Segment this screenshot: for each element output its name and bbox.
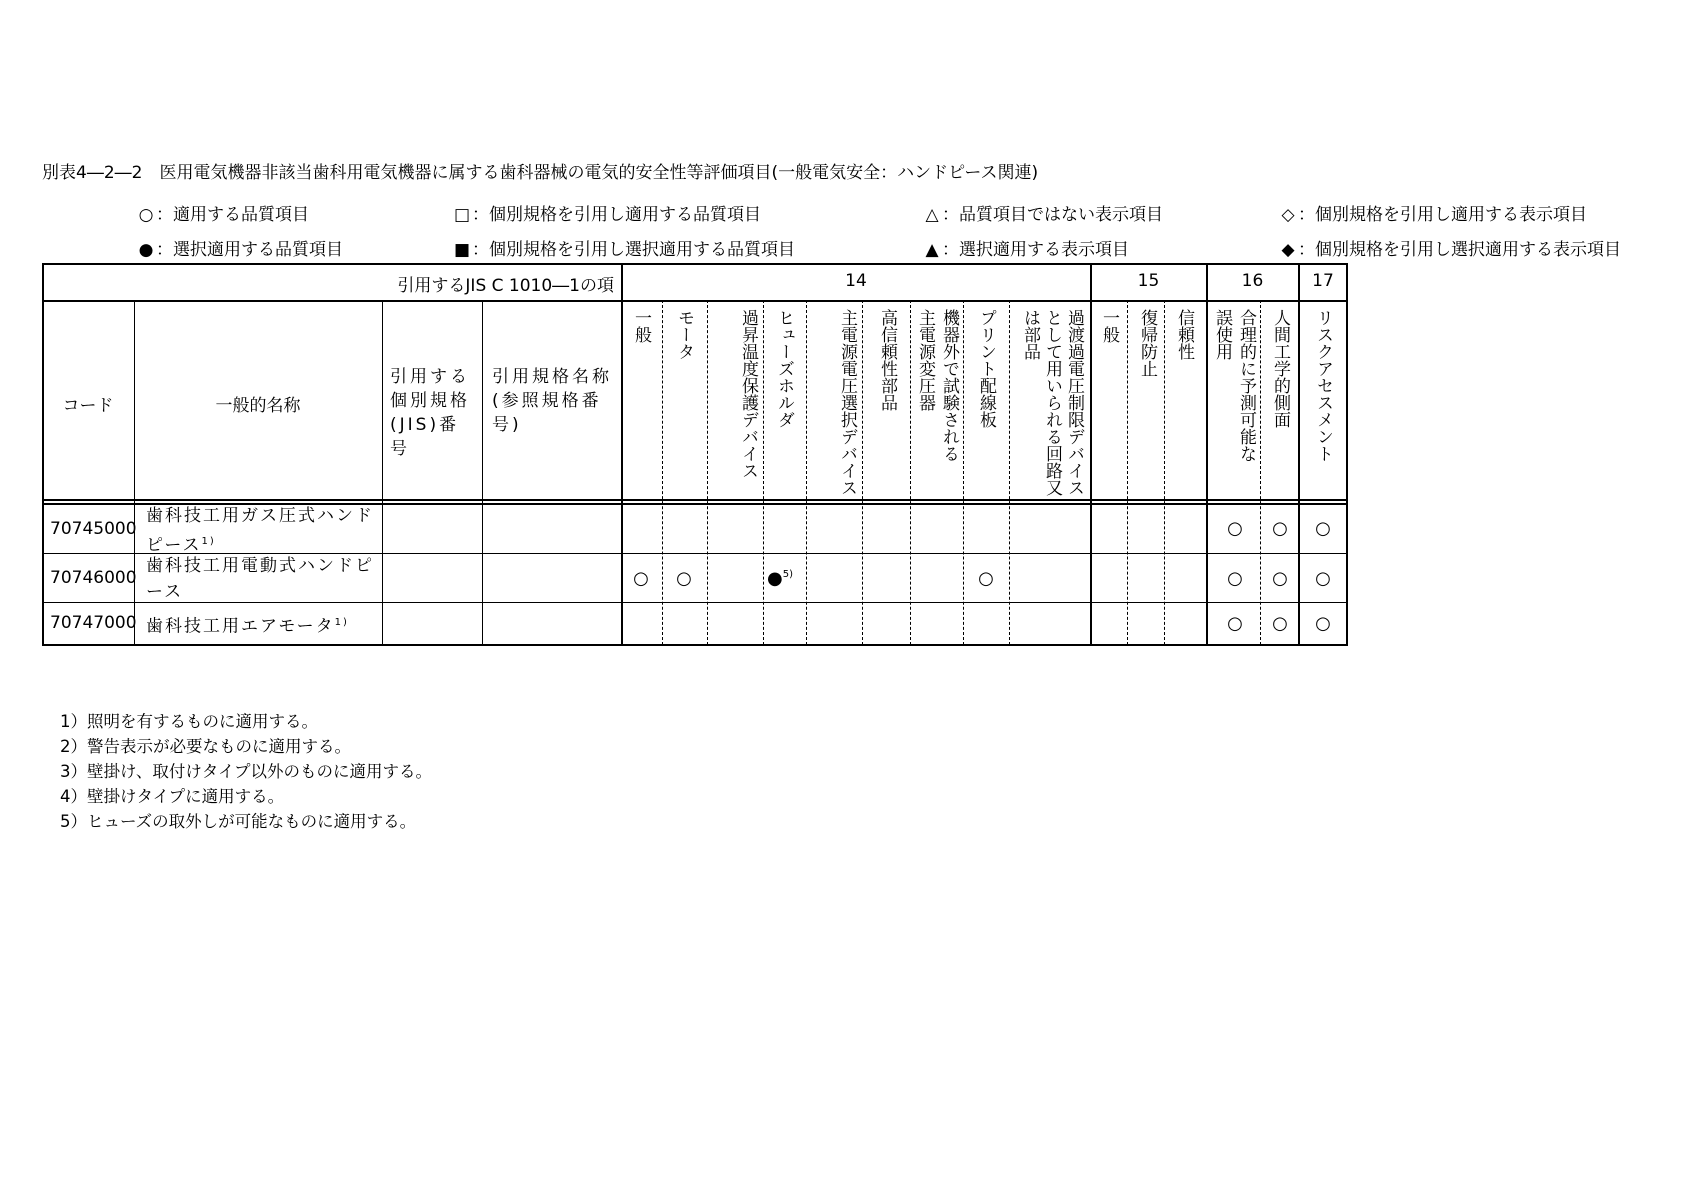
column-header-standard: 引用規格名称(参照規格番号) (492, 367, 612, 435)
mark-circle: ○ (1272, 613, 1288, 634)
footnote-ref: 1) (334, 617, 349, 628)
mark-circle: ○ (1272, 518, 1288, 539)
subcolumn-header: 高信頼性部品 (877, 309, 897, 411)
subcolumn-header: ヒューズホルダ (774, 309, 794, 428)
subcolumn-header: 一般 (1099, 309, 1119, 343)
circle-open-icon: ○ (138, 205, 154, 225)
subcolumn-header: 主電源変圧器 (915, 309, 935, 411)
subcolumn-header: 合理的に予測可能な (1236, 309, 1256, 462)
footnote: 1）照明を有するものに適用する。 (60, 712, 318, 731)
subcolumn-header: 人間工学的側面 (1270, 309, 1290, 428)
mark-circle: ○ (978, 568, 994, 589)
mark-circle: ○ (1227, 613, 1243, 634)
column-header-name: 一般的名称 (215, 396, 301, 416)
triangle-filled-icon: ▲ (925, 240, 939, 260)
legend-item: ▲ ：選択適用する表示項目 (922, 235, 1129, 260)
row-name: 歯科技工用電動式ハンドピース (146, 556, 374, 602)
subcolumn-header: 信頼性 (1174, 309, 1194, 360)
triangle-open-icon: △ (925, 205, 939, 225)
subcolumn-header: 一般 (631, 309, 651, 343)
evaluation-table (42, 263, 1348, 645)
group-header-15: 15 (1137, 271, 1160, 291)
group-header-14: 14 (845, 271, 867, 291)
diamond-open-icon: ◇ (1281, 205, 1295, 225)
subcolumn-header: リスクアセスメント (1313, 309, 1333, 462)
square-open-icon: □ (453, 205, 471, 225)
footnote: 3）壁掛け、取付けタイプ以外のものに適用する。 (60, 762, 433, 781)
subcolumn-header: 主電源電圧選択デバイス (837, 309, 857, 496)
row-name: 歯科技工用ガス圧式ハンドピース$^{1)}$ (146, 506, 374, 556)
mark-circle: ○ (1315, 518, 1331, 539)
footnote-ref: 1) (201, 536, 216, 547)
subcolumn-header: 復帰防止 (1137, 309, 1157, 377)
group-header-16: 16 (1241, 271, 1264, 291)
mark-circle: ○ (1315, 613, 1331, 634)
mark-filled-circle: ●$^{5)}$ (767, 568, 793, 589)
group-header-17: 17 (1312, 271, 1334, 291)
column-header-jis: 引用する個別規格(JIS)番号 (390, 367, 470, 459)
legend-item: ◇ ：個別規格を引用し適用する表示項目 (1278, 200, 1587, 225)
row-code: 70745000 (50, 519, 137, 539)
subcolumn-header: 誤使用 (1212, 309, 1232, 360)
reference-header: 引用するJIS C 1010―1の項 (397, 276, 614, 296)
mark-circle: ○ (1315, 568, 1331, 589)
mark-circle: ○ (1272, 568, 1288, 589)
column-header-code: コード (62, 396, 114, 416)
row-code: 70746000 (50, 568, 137, 588)
legend-item: ● ：選択適用する品質項目 (136, 235, 343, 260)
legend-item: ○ ：適用する品質項目 (136, 200, 309, 225)
legend-item: △ ：品質項目ではない表示項目 (922, 200, 1163, 225)
row-code: 70747000 (50, 613, 137, 633)
document-title: 別表4―2―2 医用電気機器非該当歯科用電気機器に属する歯科器械の電気的安全性等評価項目(一般電気安全：ハンドピース関連) (42, 163, 1039, 183)
legend-item: □ ：個別規格を引用し適用する品質項目 (453, 205, 761, 225)
subcolumn-header: 過渡過電圧制限デバイスとして用いられる回路又は部品 (1020, 309, 1084, 496)
diamond-filled-icon: ◆ (1281, 240, 1295, 260)
subcolumn-header: 機器外で試験される (939, 309, 959, 462)
legend-item: ◆ ：個別規格を引用し選択適用する表示項目 (1278, 235, 1621, 260)
footnote: 2）警告表示が必要なものに適用する。 (60, 737, 351, 756)
subcolumn-header: プリント配線板 (976, 309, 996, 428)
circle-filled-icon: ● (138, 240, 154, 260)
mark-circle: ○ (1227, 568, 1243, 589)
row-name: 歯科技工用エアモータ$^{1)}$ (146, 616, 349, 637)
legend-item: ■ ：個別規格を引用し選択適用する品質項目 (453, 240, 795, 260)
footnote-ref: 5) (782, 569, 793, 580)
mark-circle: ○ (1227, 518, 1243, 539)
subcolumn-header: 過昇温度保護デバイス (738, 309, 758, 479)
footnote: 4）壁掛けタイプに適用する。 (60, 787, 285, 806)
mark-circle: ○ (633, 568, 649, 589)
subcolumn-header: モータ (674, 309, 694, 360)
square-filled-icon: ■ (453, 240, 471, 260)
mark-circle: ○ (676, 568, 692, 589)
footnote: 5）ヒューズの取外しが可能なものに適用する。 (60, 812, 417, 831)
